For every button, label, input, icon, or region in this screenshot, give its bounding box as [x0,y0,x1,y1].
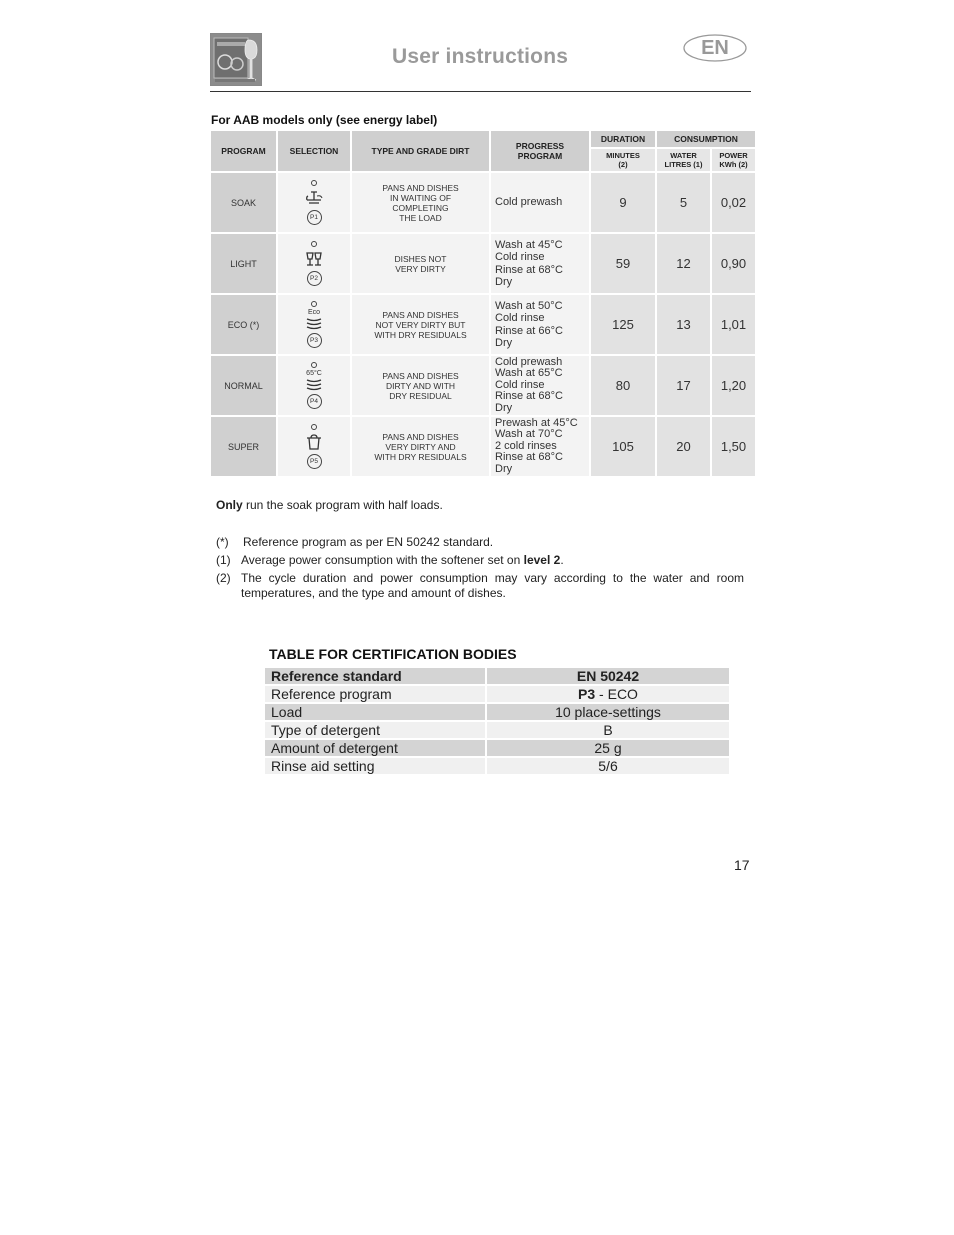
selection-cell [278,173,350,232]
water-litres: 20 [657,417,710,476]
cert-value: EN 50242 [487,668,729,684]
dirt-type: PANS AND DISHES IN WAITING OF COMPLETING THE LOAD [352,173,489,232]
duration-minutes: 80 [591,356,655,415]
water-litres: 13 [657,295,710,354]
table-row [265,668,729,684]
cert-label: Amount of detergent [265,740,485,756]
power-kwh: 1,20 [712,356,755,415]
water-litres: 5 [657,173,710,232]
reference-note: Reference program as per EN 50242 standard. [243,535,494,549]
soak-icon [303,188,325,208]
water-litres: 12 [657,234,710,293]
selection-cell [278,295,350,354]
icon-label: Eco [307,309,321,316]
table-row [265,704,729,720]
program-name: ECO (*) [211,295,276,354]
icon-label: 65°C [306,370,322,377]
cert-table-title: TABLE FOR CERTIFICATION BODIES [269,646,517,662]
header-selection: SELECTION [278,131,350,171]
water-litres: 17 [657,356,710,415]
indicator-dot-icon [311,301,317,307]
duration-note: The cycle duration and power consumption may vary according to the water and room temperatures, and the type and amount of dishes. [241,571,744,600]
certification-table [263,666,731,776]
cert-value: 5/6 [487,758,729,774]
cert-value: P3 - ECO [487,686,729,702]
dirt-type: PANS AND DISHES NOT VERY DIRTY BUT WITH DRY RESIDUALS [352,295,489,354]
pot-icon [303,432,325,452]
selection-cell [278,234,350,293]
cert-label: Reference program [265,686,485,702]
dishwasher-logo-icon [210,33,262,86]
progress-steps: Cold prewash Wash at 65°C Cold rinse Rinse at 68°C Dry [491,356,589,415]
table-row [211,173,755,232]
cert-label: Rinse aid setting [265,758,485,774]
page-number: 17 [734,857,750,873]
cert-value: B [487,722,729,738]
cert-label: Type of detergent [265,722,485,738]
power-kwh: 1,01 [712,295,755,354]
power-kwh: 1,50 [712,417,755,476]
dirt-type: PANS AND DISHES DIRTY AND WITH DRY RESIDUAL [352,356,489,415]
glasses-icon [303,249,325,269]
header-progress: PROGRESS PROGRAM [491,131,589,171]
note-marker: (*) [216,535,229,549]
header-type: TYPE AND GRADE DIRT [352,131,489,171]
table-row [211,234,755,293]
table-row [265,722,729,738]
program-name: SOAK [211,173,276,232]
header-consumption: CONSUMPTION [657,131,755,147]
duration-minutes: 59 [591,234,655,293]
progress-steps: Prewash at 45°C Wash at 70°C 2 cold rinses Rinse at 68°C Dry [491,417,589,476]
progress-steps: Cold prewash [491,173,589,232]
table-row [211,356,755,415]
program-badge: P2 [307,271,322,286]
program-badge: P5 [307,454,322,469]
indicator-dot-icon [311,241,317,247]
header-water: WATER LITRES (1) [657,149,710,171]
progress-steps: Wash at 50°C Cold rinse Rinse at 66°C Dry [491,295,589,354]
table-row [265,758,729,774]
power-kwh: 0,90 [712,234,755,293]
note-marker: (1) [216,553,231,567]
table-row [265,740,729,756]
language-badge [683,33,747,63]
header-divider [210,91,751,92]
program-name: SUPER [211,417,276,476]
eco-plates-icon [303,317,325,331]
cert-label: Reference standard [265,668,485,684]
selection-cell [278,417,350,476]
normal-plates-icon [303,378,325,392]
duration-minutes: 9 [591,173,655,232]
program-name: NORMAL [211,356,276,415]
indicator-dot-icon [311,424,317,430]
language-code: EN [701,37,729,59]
page-title: User instructions [392,45,569,68]
duration-minutes: 125 [591,295,655,354]
duration-minutes: 105 [591,417,655,476]
header-program: PROGRAM [211,131,276,171]
progress-steps: Wash at 45°C Cold rinse Rinse at 68°C Dry [491,234,589,293]
note-marker: (2) [216,571,231,585]
table-row [211,295,755,354]
program-badge: P1 [307,210,322,225]
dirt-type: PANS AND DISHES VERY DIRTY AND WITH DRY RESIDUALS [352,417,489,476]
cert-value: 25 g [487,740,729,756]
indicator-dot-icon [311,362,317,368]
dirt-type: DISHES NOT VERY DIRTY [352,234,489,293]
selection-cell [278,356,350,415]
half-load-note: Only run the soak program with half loads. [216,498,443,512]
power-note: Average power consumption with the softener set on level 2. [241,553,564,567]
cert-label: Load [265,704,485,720]
cert-value: 10 place-settings [487,704,729,720]
table-row [265,686,729,702]
program-name: LIGHT [211,234,276,293]
header-minutes: MINUTES (2) [591,149,655,171]
header-duration: DURATION [591,131,655,147]
header-power: POWER KWh (2) [712,149,755,171]
program-badge: P4 [307,394,322,409]
indicator-dot-icon [311,180,317,186]
table-row [211,417,755,476]
program-table [209,129,757,478]
program-badge: P3 [307,333,322,348]
section-title: For AAB models only (see energy label) [211,113,438,127]
power-kwh: 0,02 [712,173,755,232]
